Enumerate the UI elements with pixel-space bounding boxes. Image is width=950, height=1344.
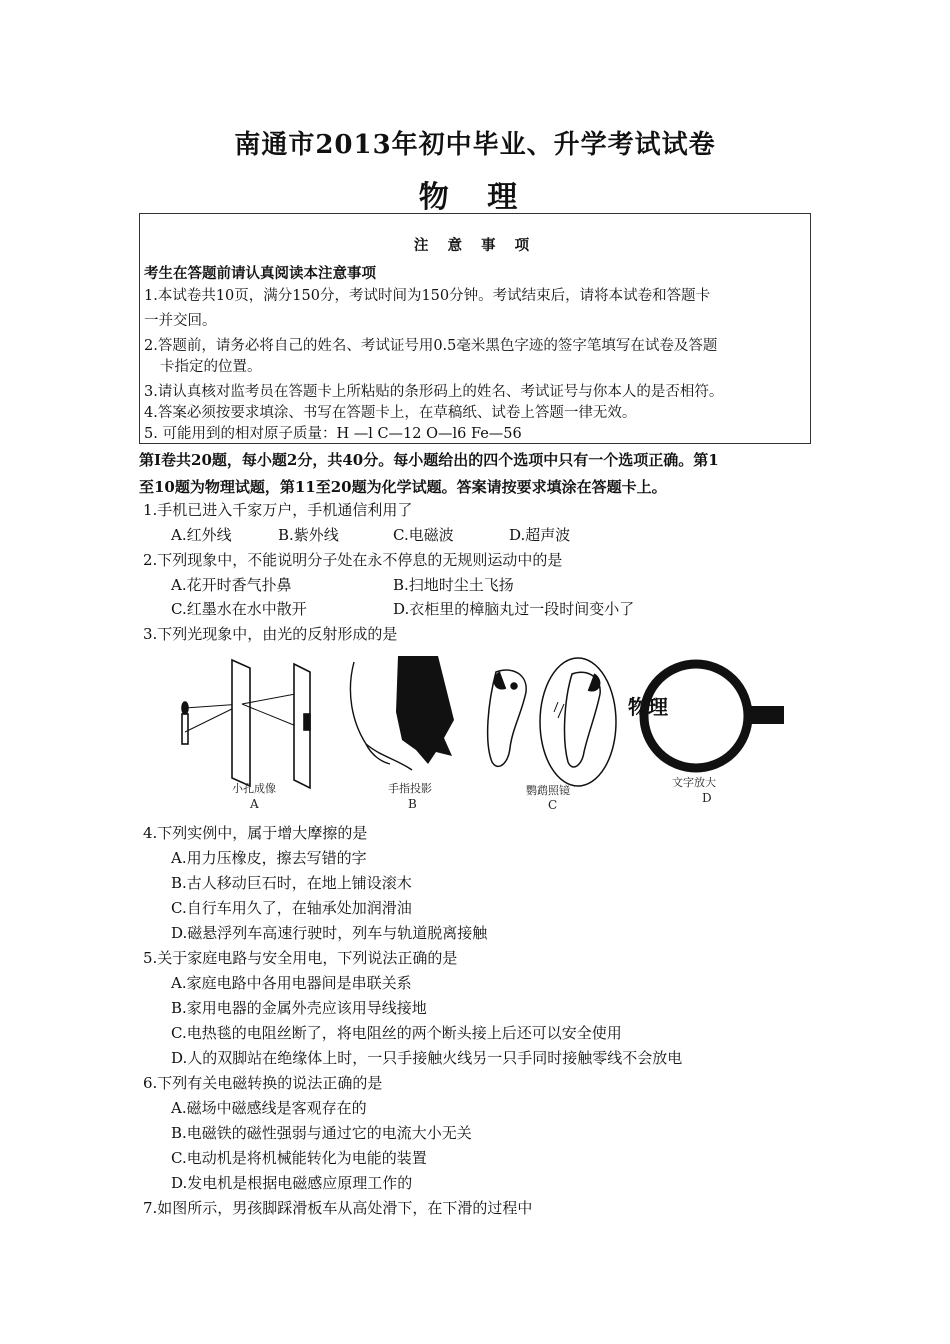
q5-option-c: C.电热毯的电阻丝断了，将电阻丝的两个断头接上后还可以安全使用 [171, 1024, 622, 1042]
pinhole-panel [182, 660, 310, 788]
question-4-stem: 4.下列实例中，属于增大摩擦的是 [143, 824, 368, 842]
notice-box [139, 213, 811, 444]
q4-option-b: B.古人移动巨石时，在地上铺设滚木 [171, 874, 412, 892]
subject-title: 物 理 [418, 180, 532, 215]
optics-figure [176, 652, 786, 812]
question-6-stem: 6.下列有关电磁转换的说法正确的是 [143, 1074, 383, 1092]
section-line: 第Ⅰ卷共20题，每小题2分，共40分。每小题给出的四个选项中只有一个选项正确。第1 [139, 451, 719, 469]
q4-option-d: D.磁悬浮列车高速行驶时，列车与轨道脱离接触 [171, 924, 488, 942]
section-line: 至10题为物理试题，第11至20题为化学试题。答案请按要求填涂在答题卡上。 [139, 478, 667, 496]
q4-option-a: A.用力压橡皮，擦去写错的字 [171, 849, 367, 867]
q6-option-b: B.电磁铁的磁性强弱与通过它的电流大小无关 [171, 1124, 472, 1142]
q6-option-c: C.电动机是将机械能转化为电能的装置 [171, 1149, 427, 1167]
notice-heading: 注 意 事 项 [413, 237, 537, 254]
parrot-mirror-panel [488, 658, 616, 786]
q2-option-c: C.红墨水在水中散开 [171, 600, 307, 618]
q2-option-a: A.花开时香气扑鼻 [171, 576, 292, 594]
section-instructions [139, 447, 819, 501]
q1-option-c: C.电磁波 [393, 526, 454, 544]
letter-c: C [548, 798, 558, 812]
letter-d: D [702, 791, 712, 805]
question-2-stem: 2.下列现象中，不能说明分子处在永不停息的无规则运动中的是 [143, 551, 563, 569]
q1-option-a: A.红外线 [171, 526, 232, 544]
question-5-stem: 5.关于家庭电路与安全用电，下列说法正确的是 [143, 949, 458, 967]
q5-option-a: A.家庭电路中各用电器间是串联关系 [171, 974, 412, 992]
caption-c: 鹦鹉照镜 [526, 784, 570, 797]
caption-d: 文字放大 [672, 776, 716, 789]
lens-text: 物理 [628, 695, 668, 719]
notice-item: 3.请认真核对监考员在答题卡上所粘贴的条形码上的姓名、考试证号与你本人的是否相符。 [144, 384, 724, 400]
question-7-stem: 7.如图所示，男孩脚踩滑板车从高处滑下，在下滑的过程中 [143, 1199, 533, 1217]
notice-item: 2.答题前，请务必将自己的姓名、考试证号用0.5毫米黑色字迹的签字笔填写在试卷及答题 [144, 338, 718, 354]
q1-option-d: D.超声波 [509, 526, 571, 544]
notice-item: 1.本试卷共10页，满分150分，考试时间为150分钟。考试结束后，请将本试卷和答题卡 [144, 288, 711, 304]
caption-b: 手指投影 [388, 782, 432, 795]
notice-lead: 考生在答题前请认真阅读本注意事项 [144, 265, 376, 282]
notice-item: 卡指定的位置。 [160, 359, 262, 375]
hand-shadow-panel [350, 656, 454, 770]
letter-a: A [250, 797, 259, 811]
question-3-stem: 3.下列光现象中，由光的反射形成的是 [143, 625, 398, 643]
notice-item: 4.答案必须按要求填涂、书写在答题卡上，在草稿纸、试卷上答题一律无效。 [144, 405, 637, 421]
q5-option-b: B.家用电器的金属外壳应该用导线接地 [171, 999, 427, 1017]
q6-option-a: A.磁场中磁感线是客观存在的 [171, 1099, 367, 1117]
q6-option-d: D.发电机是根据电磁感应原理工作的 [171, 1174, 413, 1192]
q2-option-b: B.扫地时尘土飞扬 [393, 576, 514, 594]
letter-b: B [408, 797, 417, 811]
question-1-stem: 1.手机已进入千家万户，手机通信利用了 [143, 501, 413, 519]
q1-option-b: B.紫外线 [278, 526, 339, 544]
q2-option-d: D.衣柜里的樟脑丸过一段时间变小了 [393, 600, 635, 618]
exam-title: 南通市2013年初中毕业、升学考试试卷 [234, 130, 716, 160]
notice-item: 一并交回。 [144, 313, 217, 329]
q5-option-d: D.人的双脚站在绝缘体上时，一只手接触火线另一只手同时接触零线不会放电 [171, 1049, 683, 1067]
caption-a: 小孔成像 [232, 782, 276, 795]
q4-option-c: C.自行车用久了，在轴承处加润滑油 [171, 899, 412, 917]
notice-item: 5. 可能用到的相对原子质量：H —l C—12 O—l6 Fe—56 [144, 426, 522, 442]
